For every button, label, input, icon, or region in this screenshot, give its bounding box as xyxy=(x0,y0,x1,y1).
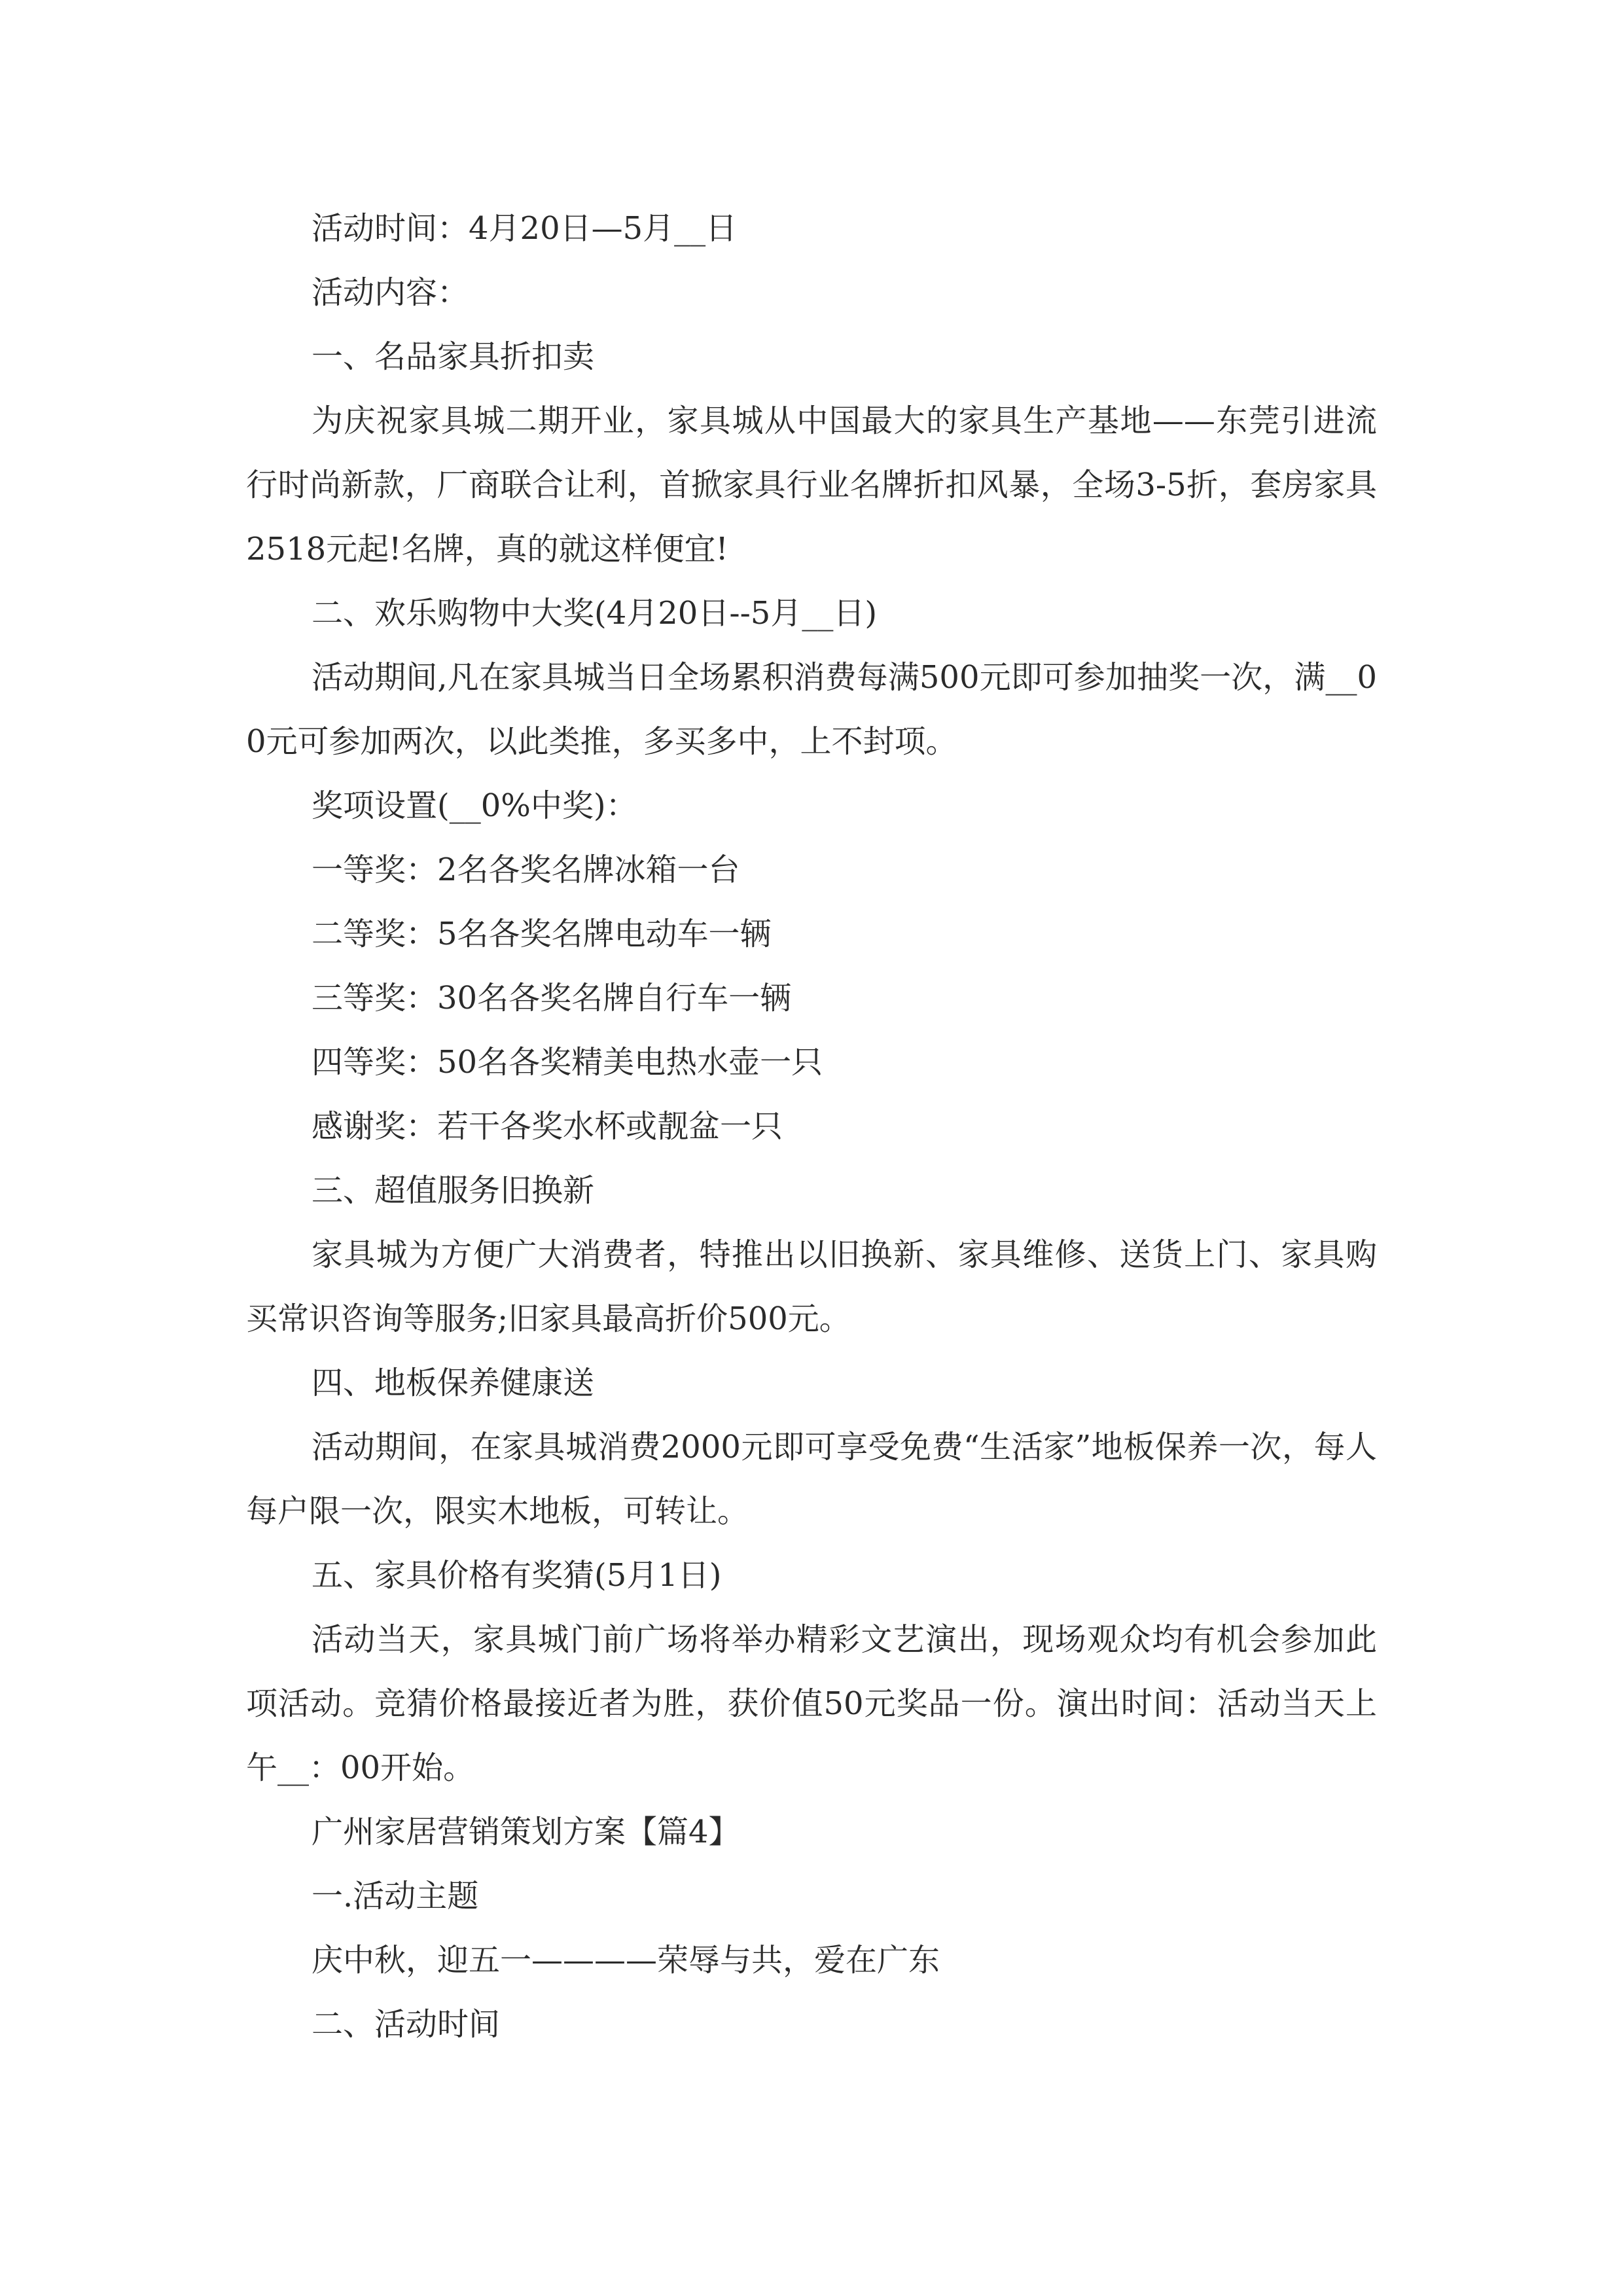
prize-thanks: 感谢奖：若干各奖水杯或靓盆一只 xyxy=(312,1108,783,1145)
section-heading-1: 一、名品家具折扣卖 xyxy=(312,338,595,375)
paragraph-section-2: 活动期间,凡在家具城当日全场累积消费每满500元即可参加抽奖一次，满__00元可参加两次，以此类推，多买多中，上不封项。 xyxy=(246,659,1377,760)
paragraph-prize-settings: 奖项设置(__0%中奖)： xyxy=(312,787,637,824)
paragraph-section-3: 家具城为方便广大消费者，特推出以旧换新、家具维修、送货上门、家具购买常识咨询等服务;旧家具最高折价500元。 xyxy=(246,1236,1377,1337)
section-heading-5: 五、家具价格有奖猜(5月1日) xyxy=(312,1557,722,1594)
prize-fourth: 四等奖：50名各奖精美电热水壶一只 xyxy=(312,1044,823,1081)
plan-heading-theme: 一.活动主题 xyxy=(312,1878,479,1914)
plan-title: 广州家居营销策划方案【篇4】 xyxy=(312,1814,740,1850)
section-heading-2: 二、欢乐购物中大奖(4月20日--5月__日) xyxy=(312,595,878,632)
paragraph-activity-content-heading: 活动内容： xyxy=(312,274,469,311)
prize-second: 二等奖：5名各奖名牌电动车一辆 xyxy=(312,916,772,952)
prize-first: 一等奖：2名各奖名牌冰箱一台 xyxy=(312,852,740,888)
document-body xyxy=(246,196,1377,2056)
section-heading-3: 三、超值服务旧换新 xyxy=(312,1172,595,1209)
section-heading-4: 四、地板保养健康送 xyxy=(312,1365,595,1401)
paragraph-section-4: 活动期间，在家具城消费2000元即可享受免费“生活家”地板保养一次，每人每户限一次，限实木地板，可转让。 xyxy=(246,1429,1377,1530)
paragraph-section-1: 为庆祝家具城二期开业，家具城从中国最大的家具生产基地——东莞引进流行时尚新款，厂商联合让利，首掀家具行业名牌折扣风暴，全场3-5折，套房家具2518元起!名牌，真的就这样便宜! xyxy=(246,403,1377,567)
prize-third: 三等奖：30名各奖名牌自行车一辆 xyxy=(312,980,792,1016)
plan-heading-time: 二、活动时间 xyxy=(312,2006,501,2043)
plan-theme-text: 庆中秋，迎五一————荣辱与共，爱在广东 xyxy=(312,1942,940,1979)
paragraph-activity-time: 活动时间：4月20日—5月__日 xyxy=(312,210,738,247)
paragraph-section-5: 活动当天，家具城门前广场将举办精彩文艺演出，现场观众均有机会参加此项活动。竞猜价格最接近者为胜，获价值50元奖品一份。演出时间：活动当天上午__：00开始。 xyxy=(246,1621,1377,1786)
